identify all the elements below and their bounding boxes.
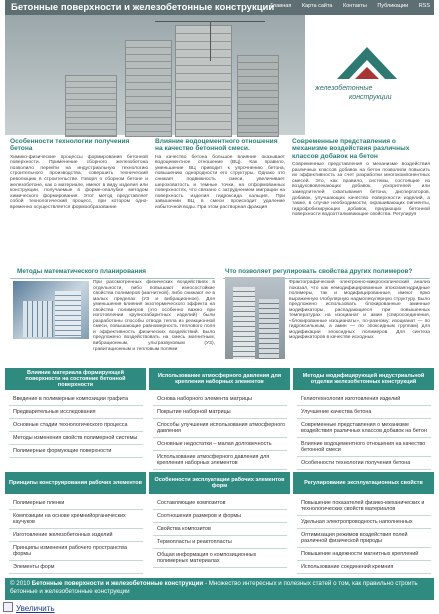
list-item[interactable]: Оптимизация режимов воздействия полей различной физической природы [297,529,431,548]
top-bar [5,0,434,15]
page [5,0,434,600]
list-item[interactable]: Общая информация о композиционных полимерных материалах [153,549,287,568]
list-item[interactable]: Свойства композитов [153,523,287,536]
nav-sitemap[interactable]: Карта сайта [301,3,333,9]
list-item[interactable]: Современные представления о механизме воздействия различных классов добавок на бетон [297,419,431,438]
link-list [9,497,143,574]
banner-photo [5,15,305,135]
article-text: Химико-физические процессы формирования бетонной поверхности. Применение сборного железобетона позволило перейти на индустриальную технологию строительного производства, совершить технический революцию в строительстве. Говоря о сборном бетоне и железобетоне, как о материале, имеют в виду изделия или конструкции, получаемые в форме-опалубке методом химического формирования. Этот метод представляет собой технологический процесс, при котором одно-временно осуществляется формообразование [10,154,148,210]
nav-rss[interactable]: RSS [418,3,430,9]
box-header: Использование атмосферного давления для крепления наборных элементов [149,368,290,390]
box-header: Особенности эксплуатации рабочих элементов форм [149,472,290,494]
article-text-left-top [93,280,215,352]
article-image-right [225,277,285,359]
article-text: Современные представления о механизме воздействия различных классов добавок на бетон позволили повысить их эффективность за счет разработки многокомпонентных смесей. Это, как правило, системы, состоящие из воздухововлекающих добавок, ускорителей или замедлителей схватывания бетона, диспергаторов, добавок, улучшающих качество поверхности изделий, а также, в случае необходимости, окрашивающих пигменты, гидрофобизирующих добавок, придающих бетонной поверхности водоотталкивающие свойства. Регулируя [292,162,430,218]
list-item[interactable]: Использование соединений кремния [297,561,431,574]
logo[interactable] [305,15,434,135]
list-item[interactable]: Введение в полимерные композиции графита [9,393,143,406]
article-column-3 [292,138,430,268]
list-item[interactable]: Повышение надежности магнитных креплений [297,548,431,561]
link-list [297,393,431,470]
article-text: Фрактографический электронно-микроскопический анализ показал, что как немодифицированные эпоксиангидридные полимеры, так и модифицированные, имеют ярко выраженную глобулярную надмолекулярную структуру. Было предложено использовать блокированные аминные модификаторы, распадающиеся при повышенных температурах на изоцианат и амин (спиросоединения, «блокированные изоцианаты», по-разному: изоцианат — по гидроксильным, а амин — по эпоксидным группам) для модификации эпоксидных полимеров. Для синтеза модификаторов в качестве исходных [289,280,430,341]
top-nav [261,3,430,9]
list-item[interactable]: Влияние водоцементного отношения на качество бетонной смеси [297,438,431,457]
divider [10,278,215,279]
list-item[interactable]: Предварительные исследования [9,406,143,419]
article-text: На качество бетона большое влияние оказывает водоцементное отношение (ВЦ). Как правило, уменьшение ВЦ приводит к упрочнению бетона, повышению однородности его структуры. Однако это снижает подвижность смеси, увеличивает шероховатость и темные точки, на отформованных поверхностях, что связано с затруднением миграции на поверхность изделия гидроксида кальция. При завышении ВЦ в смеси происходит удаление избыточной воды. При этом растворная фракция [155,154,285,210]
logo-text-line2: конструкции [349,94,392,101]
logo-text-line1: железобетонные [315,85,373,92]
article-title[interactable]: Особенности технологии получения бетона [10,138,130,153]
box-header: Регулирование эксплуатационных свойств [293,472,434,494]
article-title[interactable]: Влияние водоцементного отношения на качество бетонной смеси. [155,138,278,153]
section-title-right[interactable]: Что позволяет регулировать свойства других полимеров? [225,268,413,275]
list-item[interactable]: Улучшение качества бетона [297,406,431,419]
list-item[interactable]: Удельная электропроводность наполненных [297,516,431,529]
article-text-right [289,280,430,360]
list-item[interactable]: Составляющие композитов [153,497,287,510]
link-list [297,497,431,574]
list-item[interactable]: Основа наборного элемента матрицы [153,393,287,406]
list-item[interactable]: Основные стадии технологического процесса [9,419,143,432]
article-image-left [13,281,89,339]
nav-home[interactable]: Главная [270,3,292,9]
zoom-label: Увеличить [16,604,55,613]
nav-contacts[interactable]: Контакты [343,3,367,9]
list-item[interactable]: Полимерные пленки [9,497,143,510]
section-title-left[interactable]: Методы математического планирования [17,268,146,275]
nav-publications[interactable]: Публикации [377,3,409,9]
link-list [153,497,287,568]
article-title[interactable]: Современные представления о механизме воздействия различных классов добавок на бетон [292,138,410,160]
header-banner [5,0,434,135]
footer-copyright: © 2010 [10,580,32,587]
zoom-link[interactable] [3,602,55,613]
list-item[interactable]: Полимерные формующие поверхности [9,445,143,458]
box-header: Принципы конструирования рабочих элементов [5,472,146,494]
logo-mark-icon [327,43,407,81]
list-item[interactable]: Элементы форм [9,561,143,574]
footer [5,578,434,600]
footer-tagline: - Множество интересных и полезных статей о том, как правильно строить бетонные и железобетонные конструкции [10,580,418,595]
list-item[interactable]: Принципы изменения рабочего пространства формы [9,542,143,561]
list-item[interactable]: Особенности технологии получения бетона [297,457,431,470]
list-item[interactable]: Гелиотехнология изготовления изделий [297,393,431,406]
list-item[interactable]: Способы улучшения использования атмосферного давления [153,419,287,438]
footer-site-name: Бетонные поверхности и железобетонные конструкции [31,580,204,587]
link-list [153,393,287,470]
link-list [9,393,143,458]
list-item[interactable]: Термопласты и реактопласты [153,536,287,549]
list-item[interactable]: Покрытие наборной матрицы [153,406,287,419]
list-item[interactable]: Композиции на основе кремнийорганических каучуков [9,510,143,529]
box-header: Влияние материала формирующей поверхности на состояние бетонной поверхности [5,368,146,390]
list-item[interactable]: Изготовление железобетонных изделий [9,529,143,542]
list-item[interactable]: Методы изменения свойств полимерной системы [9,432,143,445]
site-title: Бетонные поверхности и железобетонные конструкции [11,2,275,13]
list-item[interactable]: Основные недостатки – малая долговечность [153,438,287,451]
article-text: При рассмотренных физических воздействиях в отдельности, либо повышают износостойкие свойства полимеров (магнитной), либо снижают ее в малых пределах (УЗ и вибрационное). Для уменьшения влияния экзотермического эффекта на свойства полимеров (это особенно важно при изготовлении крупногабаритных изделий) были разработаны способы отвода тепла из реакционной смеси, повышающие равномерность теплового поля и эффективность физических воздействий. Было предложено воздействовать на смесь магнитным, вибрационным, ультразвуковым (УЗ), гравитационным и тепловым полями [93,280,215,352]
list-item[interactable]: Использование атмосферного давления для крепления наборных элементов [153,451,287,470]
article-column-1 [10,138,148,268]
list-item[interactable]: Повышение показателей физико-механических и технологических свойств материалов [297,497,431,516]
zoom-icon [3,602,13,612]
box-header: Методы модифицирующей индустриальной отделки железобетонных конструкций [293,368,434,390]
list-item[interactable]: Соотношения размеров и формы [153,510,287,523]
article-column-2 [155,138,285,268]
